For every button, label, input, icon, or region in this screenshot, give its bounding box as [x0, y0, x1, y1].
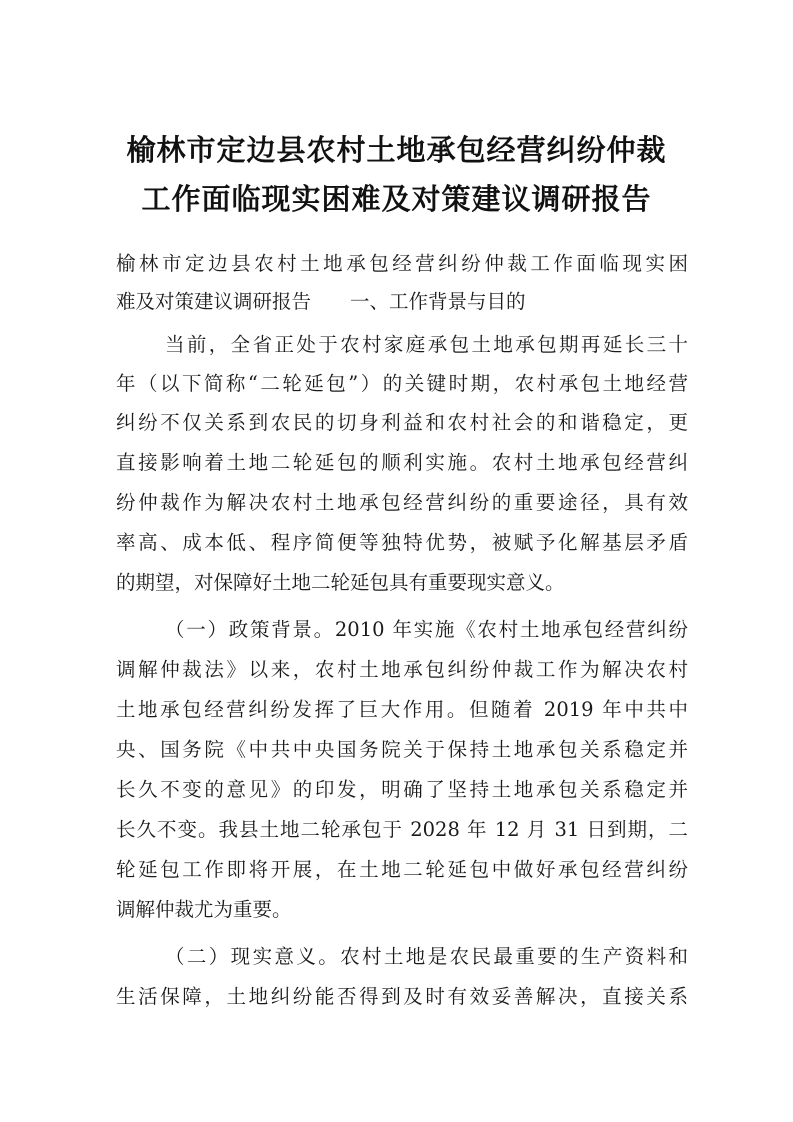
paragraph-line: 长久不变。我县土地二轮承包于 2028 年 12 月 31 日到期，二 — [116, 818, 688, 841]
document-title-line-2: 工作面临现实困难及对策建议调研报告 — [141, 182, 652, 216]
paragraph-line: 调解仲裁法》以来，农村土地承包纠纷仲裁工作为解决农村 — [116, 658, 688, 681]
paragraph-line: （二）现实意义。农村土地是农民最重要的生产资料和 — [165, 945, 688, 968]
document-title-line-1: 榆林市定边县农村土地承包经营纠纷仲裁 — [126, 133, 667, 167]
paragraph-line: 轮延包工作即将开展，在土地二轮延包中做好承包经营纠纷 — [116, 858, 688, 881]
paragraph-line: 率高、成本低、程序简便等独特优势，被赋予化解基层矛盾 — [116, 531, 688, 554]
paragraph-line: 土地承包经营纠纷发挥了巨大作用。但随着 2019 年中共中 — [116, 698, 688, 721]
paragraph-line: 榆林市定边县农村土地承包经营纠纷仲裁工作面临现实困 — [116, 252, 688, 275]
paragraph-line: 当前，全省正处于农村家庭承包土地承包期再延长三十 — [165, 333, 688, 356]
paragraph-line: 央、国务院《中共中央国务院关于保持土地承包关系稳定并 — [116, 738, 688, 761]
paragraph-line: 难及对策建议调研报告 一、工作背景与目的 — [116, 290, 526, 313]
paragraph-line: 纠纷不仅关系到农民的切身利益和农村社会的和谐稳定，更 — [116, 411, 688, 434]
paragraph-line: 的期望，对保障好土地二轮延包具有重要现实意义。 — [116, 571, 565, 594]
paragraph-line: 纷仲裁作为解决农村土地承包经营纠纷的重要途径，具有效 — [116, 491, 688, 514]
paragraph-line: 长久不变的意见》的印发，明确了坚持土地承包关系稳定并 — [116, 778, 688, 801]
paragraph-line: （一）政策背景。2010 年实施《农村土地承包经营纠纷 — [165, 618, 688, 641]
paragraph-line: 直接影响着土地二轮延包的顺利实施。农村土地承包经营纠 — [116, 451, 688, 474]
paragraph-line: 年（以下简称“二轮延包”）的关键时期，农村承包土地经营 — [116, 372, 688, 395]
paragraph-line: 生活保障，土地纠纷能否得到及时有效妥善解决，直接关系 — [116, 985, 688, 1008]
paragraph-line: 调解仲裁尤为重要。 — [116, 898, 292, 921]
